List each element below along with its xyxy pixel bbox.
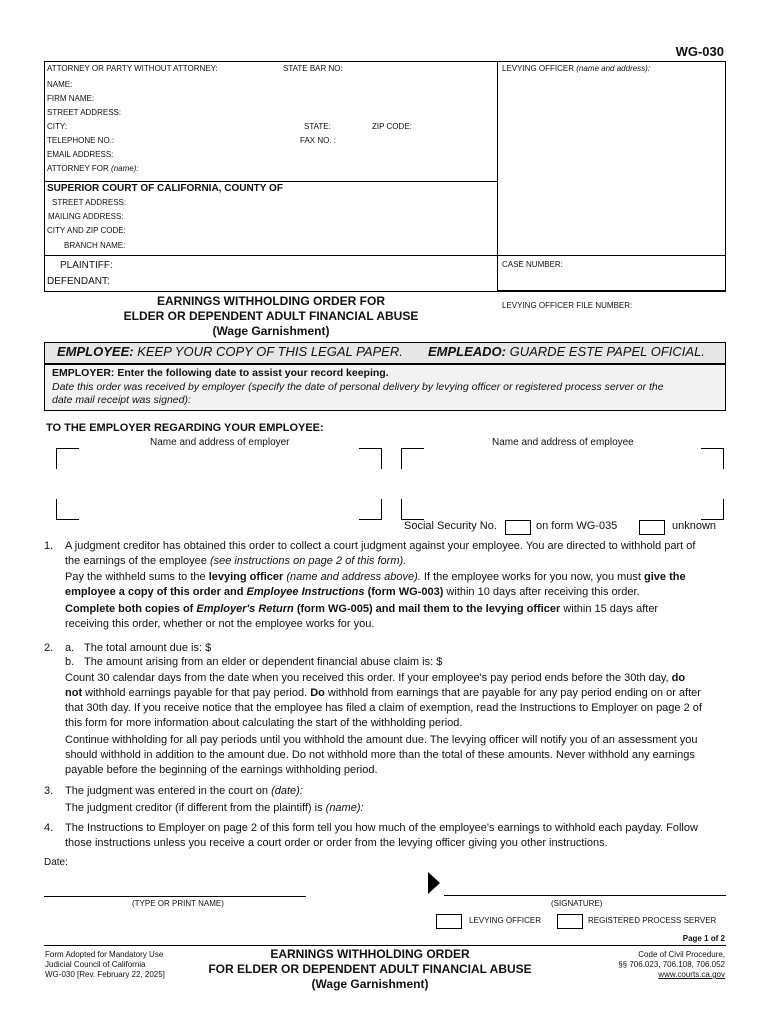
levying-file-label: LEVYING OFFICER FILE NUMBER:	[502, 301, 633, 310]
item-3-number: 3.	[44, 785, 54, 797]
page-number: Page 1 of 2	[682, 934, 725, 943]
form-adopted-note: Form Adopted for Mandatory Use Judicial Council of California WG-030 [Rev. February 22, 2025]	[45, 950, 165, 979]
court-mailing-label: MAILING ADDRESS:	[48, 212, 124, 221]
zip-label: ZIP CODE:	[372, 122, 412, 131]
item-2b-text[interactable]: The amount arising from an elder or dependent financial abuse claim is: $	[84, 656, 443, 668]
date-label: Date:	[44, 857, 68, 868]
signature-label: (SIGNATURE)	[551, 899, 603, 908]
ssn-on-form-checkbox[interactable]	[505, 520, 531, 535]
telephone-label: TELEPHONE NO.:	[47, 136, 115, 145]
employer-box-heading: EMPLOYER: Enter the following date to assist your record keeping.	[52, 367, 389, 379]
employee-address-label: Name and address of employee	[492, 437, 634, 448]
attorney-for-label: ATTORNEY FOR (name):	[47, 164, 139, 173]
form-title: EARNINGS WITHHOLDING ORDER FOR ELDER OR DEPENDENT ADULT FINANCIAL ABUSE (Wage Garnishment)	[123, 294, 419, 338]
print-name-line[interactable]	[44, 896, 306, 897]
court-street-label: STREET ADDRESS:	[52, 198, 127, 207]
ssn-label: Social Security No.	[404, 520, 497, 532]
on-form-label: on form WG-035	[536, 520, 618, 532]
item-2-number: 2.	[44, 642, 54, 654]
levying-officer-checkbox-label: LEVYING OFFICER	[469, 916, 542, 925]
item-3-date-line[interactable]: The judgment was entered in the court on (date):	[65, 785, 303, 797]
attorney-label: ATTORNEY OR PARTY WITHOUT ATTORNEY:	[47, 64, 218, 73]
employee-address-field[interactable]	[401, 448, 724, 520]
court-city-zip-label: CITY AND ZIP CODE:	[47, 226, 126, 235]
item-2-count-paragraph: Count 30 calendar days from the date when you received this order. If your employee's pay period ends before the 30th day, do not withhold earnings payable for that pay period. Do withhold from earnings that are payable for any pay period ending on or after that 30th day. If you receive notice that the employee has filed a claim of exemption, read the Instructions to Employer on page 2 of this form for more information about calculating the start of the withholding period.	[65, 672, 702, 729]
state-label: STATE:	[304, 122, 331, 131]
employer-box-text: Date this order was received by employer (specify the date of personal delivery by levying officer or registered process server or the date mail receipt was signed):	[52, 381, 664, 406]
item-2b-letter: b.	[65, 656, 75, 668]
name-label: NAME:	[47, 80, 73, 89]
levying-officer-checkbox[interactable]	[436, 914, 462, 929]
type-print-label: (TYPE OR PRINT NAME)	[132, 899, 224, 908]
court-branch-label: BRANCH NAME:	[64, 241, 126, 250]
to-employer-heading: TO THE EMPLOYER REGARDING YOUR EMPLOYEE:	[46, 422, 324, 434]
item-2-continue-paragraph: Continue withholding for all pay periods until you withhold the amount due. The levying officer will notify you of an assessment you should withhold in addition to the amount due. Do not withhold more than the total of these amounts. Never withhold any earnings payable before the beginning of the earnings withholding period.	[65, 734, 698, 776]
levying-officer-label: LEVYING OFFICER (name and address):	[502, 64, 651, 73]
employer-address-field[interactable]	[56, 448, 382, 520]
signature-line[interactable]	[444, 895, 726, 896]
signature-arrow-icon	[428, 872, 440, 894]
header-box	[44, 61, 726, 292]
code-citation: Code of Civil Procedure, §§ 706.023, 706.108, 706.052 www.courts.ca.gov	[618, 950, 725, 979]
street-address-label: STREET ADDRESS:	[47, 108, 122, 117]
employer-address-label: Name and address of employer	[150, 437, 290, 448]
ssn-unknown-checkbox[interactable]	[639, 520, 665, 535]
footer-title: EARNINGS WITHHOLDING ORDER FOR ELDER OR DEPENDENT ADULT FINANCIAL ABUSE (Wage Garnishment)	[208, 947, 532, 991]
courts-link[interactable]: www.courts.ca.gov	[658, 970, 725, 979]
item-4-text: The Instructions to Employer on page 2 of this form tell you how much of the employee's earnings to withhold each payday. Follow those instructions unless you receive a court order or order from the levying officer giving you other instructions.	[65, 822, 698, 849]
city-label: CITY:	[47, 122, 68, 131]
plaintiff-label: PLAINTIFF:	[60, 260, 113, 271]
fax-label: FAX NO. :	[300, 136, 337, 145]
item-1-pay-paragraph: Pay the withheld sums to the levying officer (name and address above). If the employee works for you now, you must give the employee a copy of this order and Employee Instructions (form WG-003) within 10 days after receiving this order.	[65, 571, 686, 598]
item-2a-letter: a.	[65, 642, 75, 654]
unknown-label: unknown	[672, 520, 717, 532]
firm-name-label: FIRM NAME:	[47, 94, 95, 103]
defendant-label: DEFENDANT:	[47, 276, 110, 287]
item-2a-text[interactable]: The total amount due is: $	[84, 642, 212, 654]
process-server-checkbox-label: REGISTERED PROCESS SERVER	[588, 916, 717, 925]
case-number-label: CASE NUMBER:	[502, 260, 563, 269]
state-bar-label: STATE BAR NO:	[283, 64, 343, 73]
process-server-checkbox[interactable]	[557, 914, 583, 929]
form-number: WG-030	[675, 44, 724, 59]
item-1-text: A judgment creditor has obtained this order to collect a court judgment against your employee. You are directed to withhold part of the earnings of the employee (see instructions on page 2 of this form).	[65, 540, 696, 567]
item-1-number: 1.	[44, 540, 54, 552]
item-4-number: 4.	[44, 822, 54, 834]
court-title: SUPERIOR COURT OF CALIFORNIA, COUNTY OF	[47, 183, 283, 194]
empleado-notice: EMPLEADO: GUARDE ESTE PAPEL OFICIAL.	[428, 344, 705, 359]
email-label: EMAIL ADDRESS:	[47, 150, 114, 159]
employee-notice: EMPLOYEE: KEEP YOUR COPY OF THIS LEGAL PAPER.	[57, 344, 403, 359]
item-3-creditor-line[interactable]: The judgment creditor (if different from the plaintiff) is (name):	[65, 802, 364, 814]
item-1-return-paragraph: Complete both copies of Employer's Return (form WG-005) and mail them to the levying officer within 15 days after receiving this order, whether or not the employee works for you.	[65, 603, 659, 630]
